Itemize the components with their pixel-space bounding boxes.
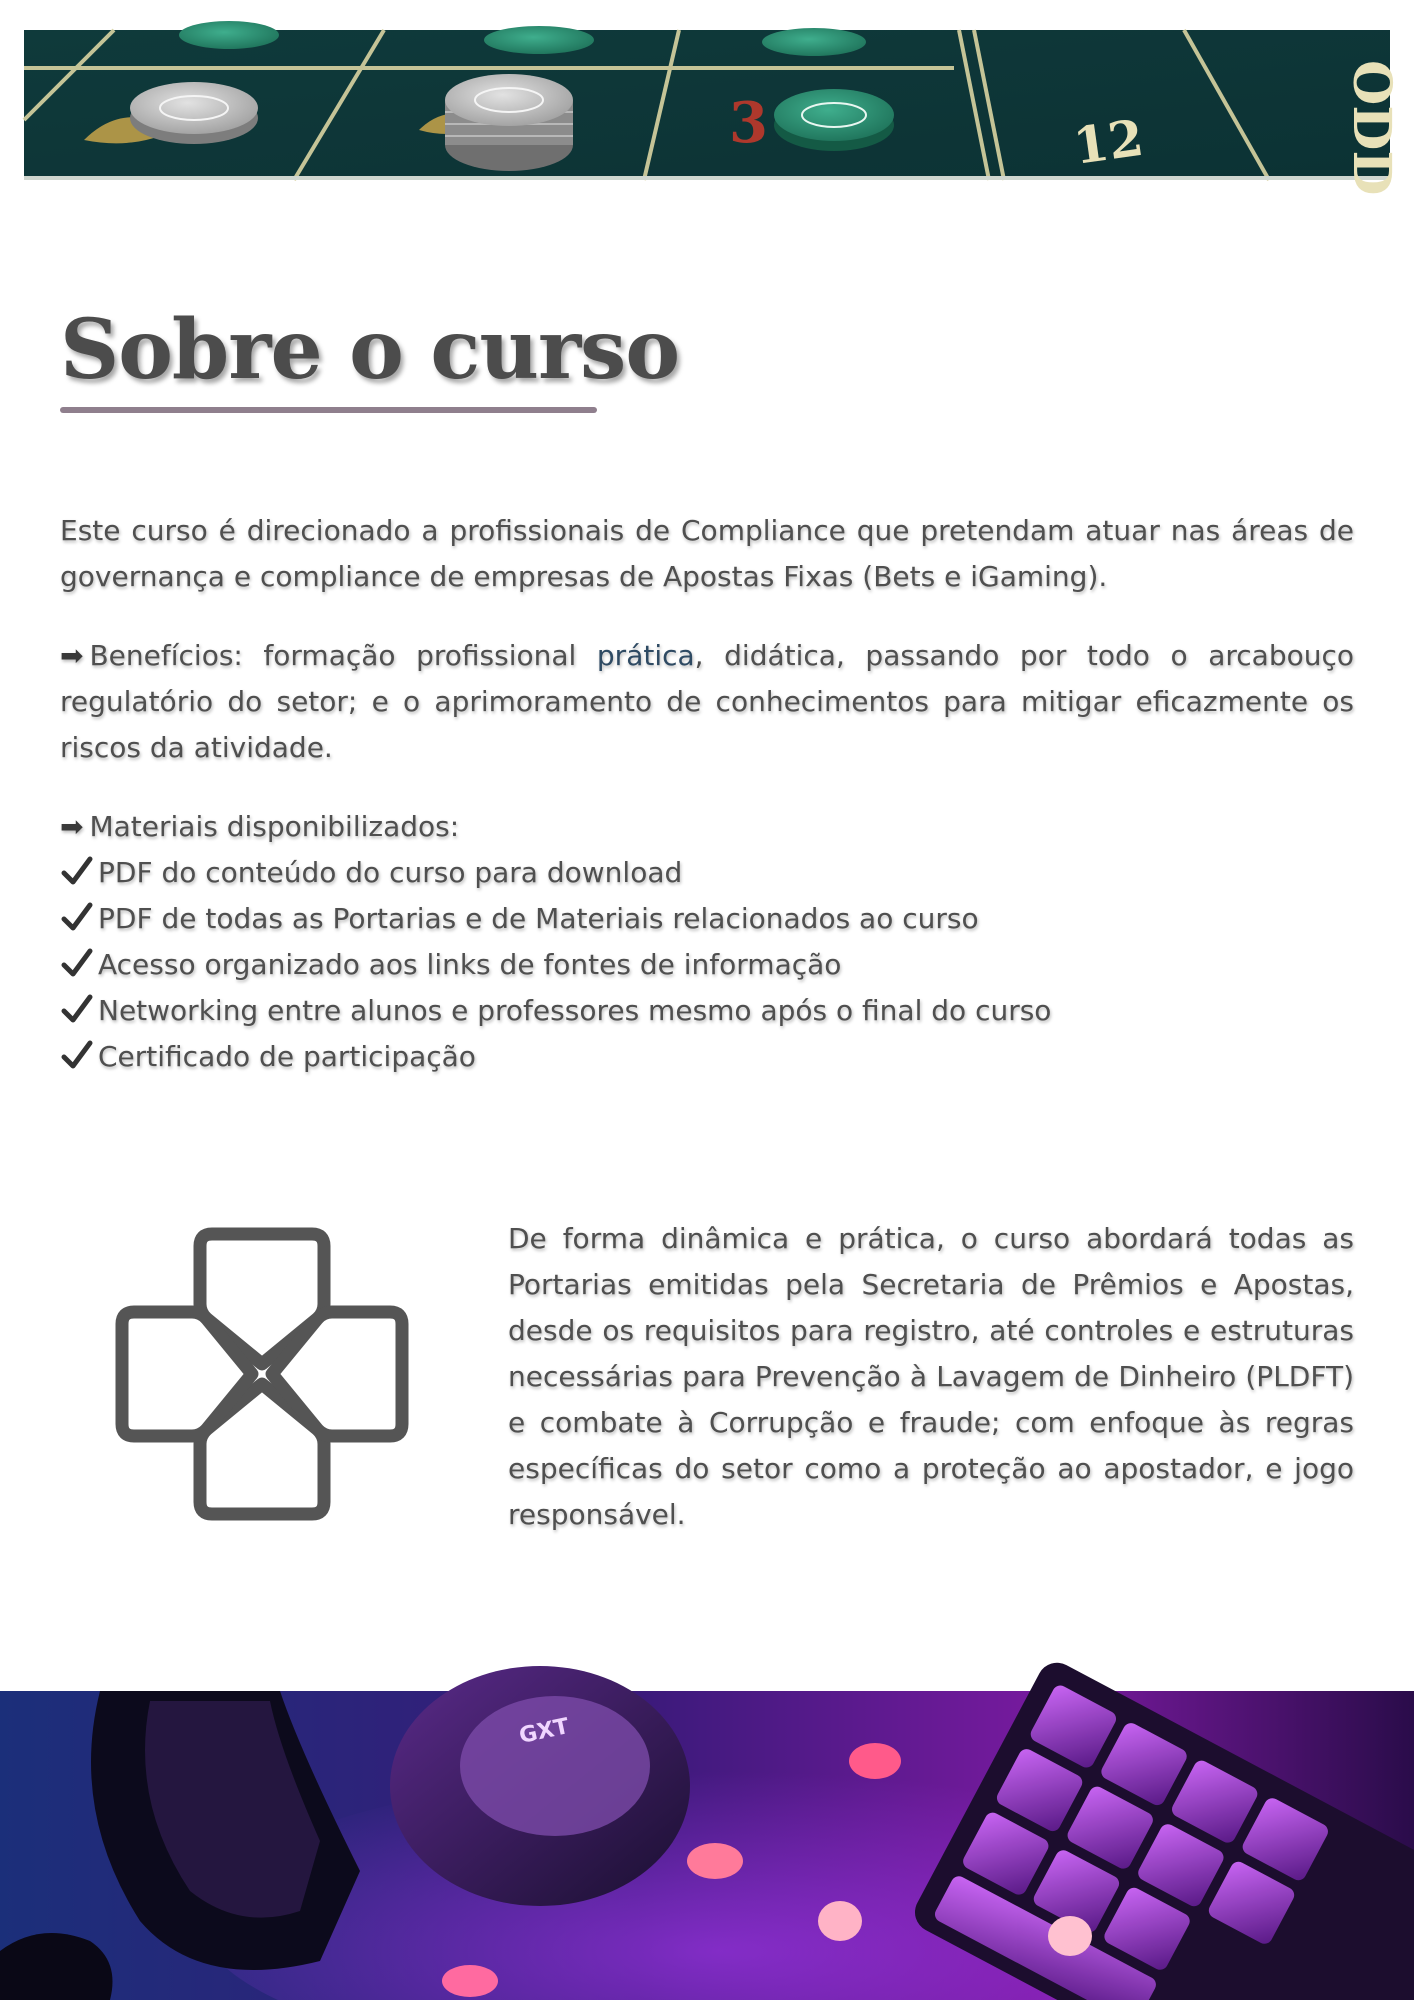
- benefits-rest: , didática, passando por todo o arcabouço regulatório do setor; e o aprimoramento de conhecimentos para mitigar eficazmente os riscos da atividade.: [60, 639, 1354, 764]
- benefits-link-word[interactable]: prática: [596, 639, 695, 672]
- check-icon: [60, 946, 94, 980]
- list-item: Networking entre alunos e professores mesmo após o final do curso: [60, 988, 1354, 1034]
- check-icon: [60, 854, 94, 888]
- table-number-3: 3: [729, 90, 768, 156]
- gamepad-dpad-icon: [112, 1224, 412, 1524]
- list-item: PDF do conteúdo do curso para download: [60, 850, 1354, 896]
- benefits-lead: Benefícios: formação profissional: [89, 639, 597, 672]
- table-word-odd: ODD: [1341, 60, 1402, 196]
- list-item: Acesso organizado aos links de fontes de informação: [60, 942, 1354, 988]
- materials-list: [60, 804, 1354, 1080]
- headset-logo: GXT: [517, 1714, 572, 1749]
- check-icon: [60, 1038, 94, 1072]
- table-number-12: 12: [1069, 107, 1147, 176]
- check-icon: [60, 900, 94, 934]
- course-description: De forma dinâmica e prática, o curso abordará todas as Portarias emitidas pela Secretaria de Prêmios e Apostas, desde os requisitos para registro, até controles e estruturas necessárias para Prevenção à Lavagem de Dinheiro (PLDFT) e combate à Corrupção e fraude; com enfoque às regras específicas do setor como a proteção ao apostador, e jogo responsável.: [508, 1222, 1354, 1531]
- title-underline: [60, 407, 597, 413]
- top-banner-image: [24, 30, 1402, 196]
- bottom-banner-image: [0, 1691, 1414, 2000]
- intro-paragraph: Este curso é direcionado a profissionais de Compliance que pretendam atuar nas áreas de governança e compliance de empresas de Apostas Fixas (Bets e iGaming).: [60, 514, 1354, 593]
- list-item: Certificado de participação: [60, 1034, 1354, 1080]
- page-title: Sobre o curso: [60, 302, 680, 398]
- arrow-right-icon: ➡: [60, 639, 84, 672]
- check-icon: [60, 992, 94, 1026]
- benefits-paragraph: [60, 633, 1354, 771]
- list-item: PDF de todas as Portarias e de Materiais relacionados ao curso: [60, 896, 1354, 942]
- materials-heading: ➡ Materiais disponibilizados:: [60, 804, 1354, 850]
- arrow-right-icon: ➡: [60, 810, 84, 843]
